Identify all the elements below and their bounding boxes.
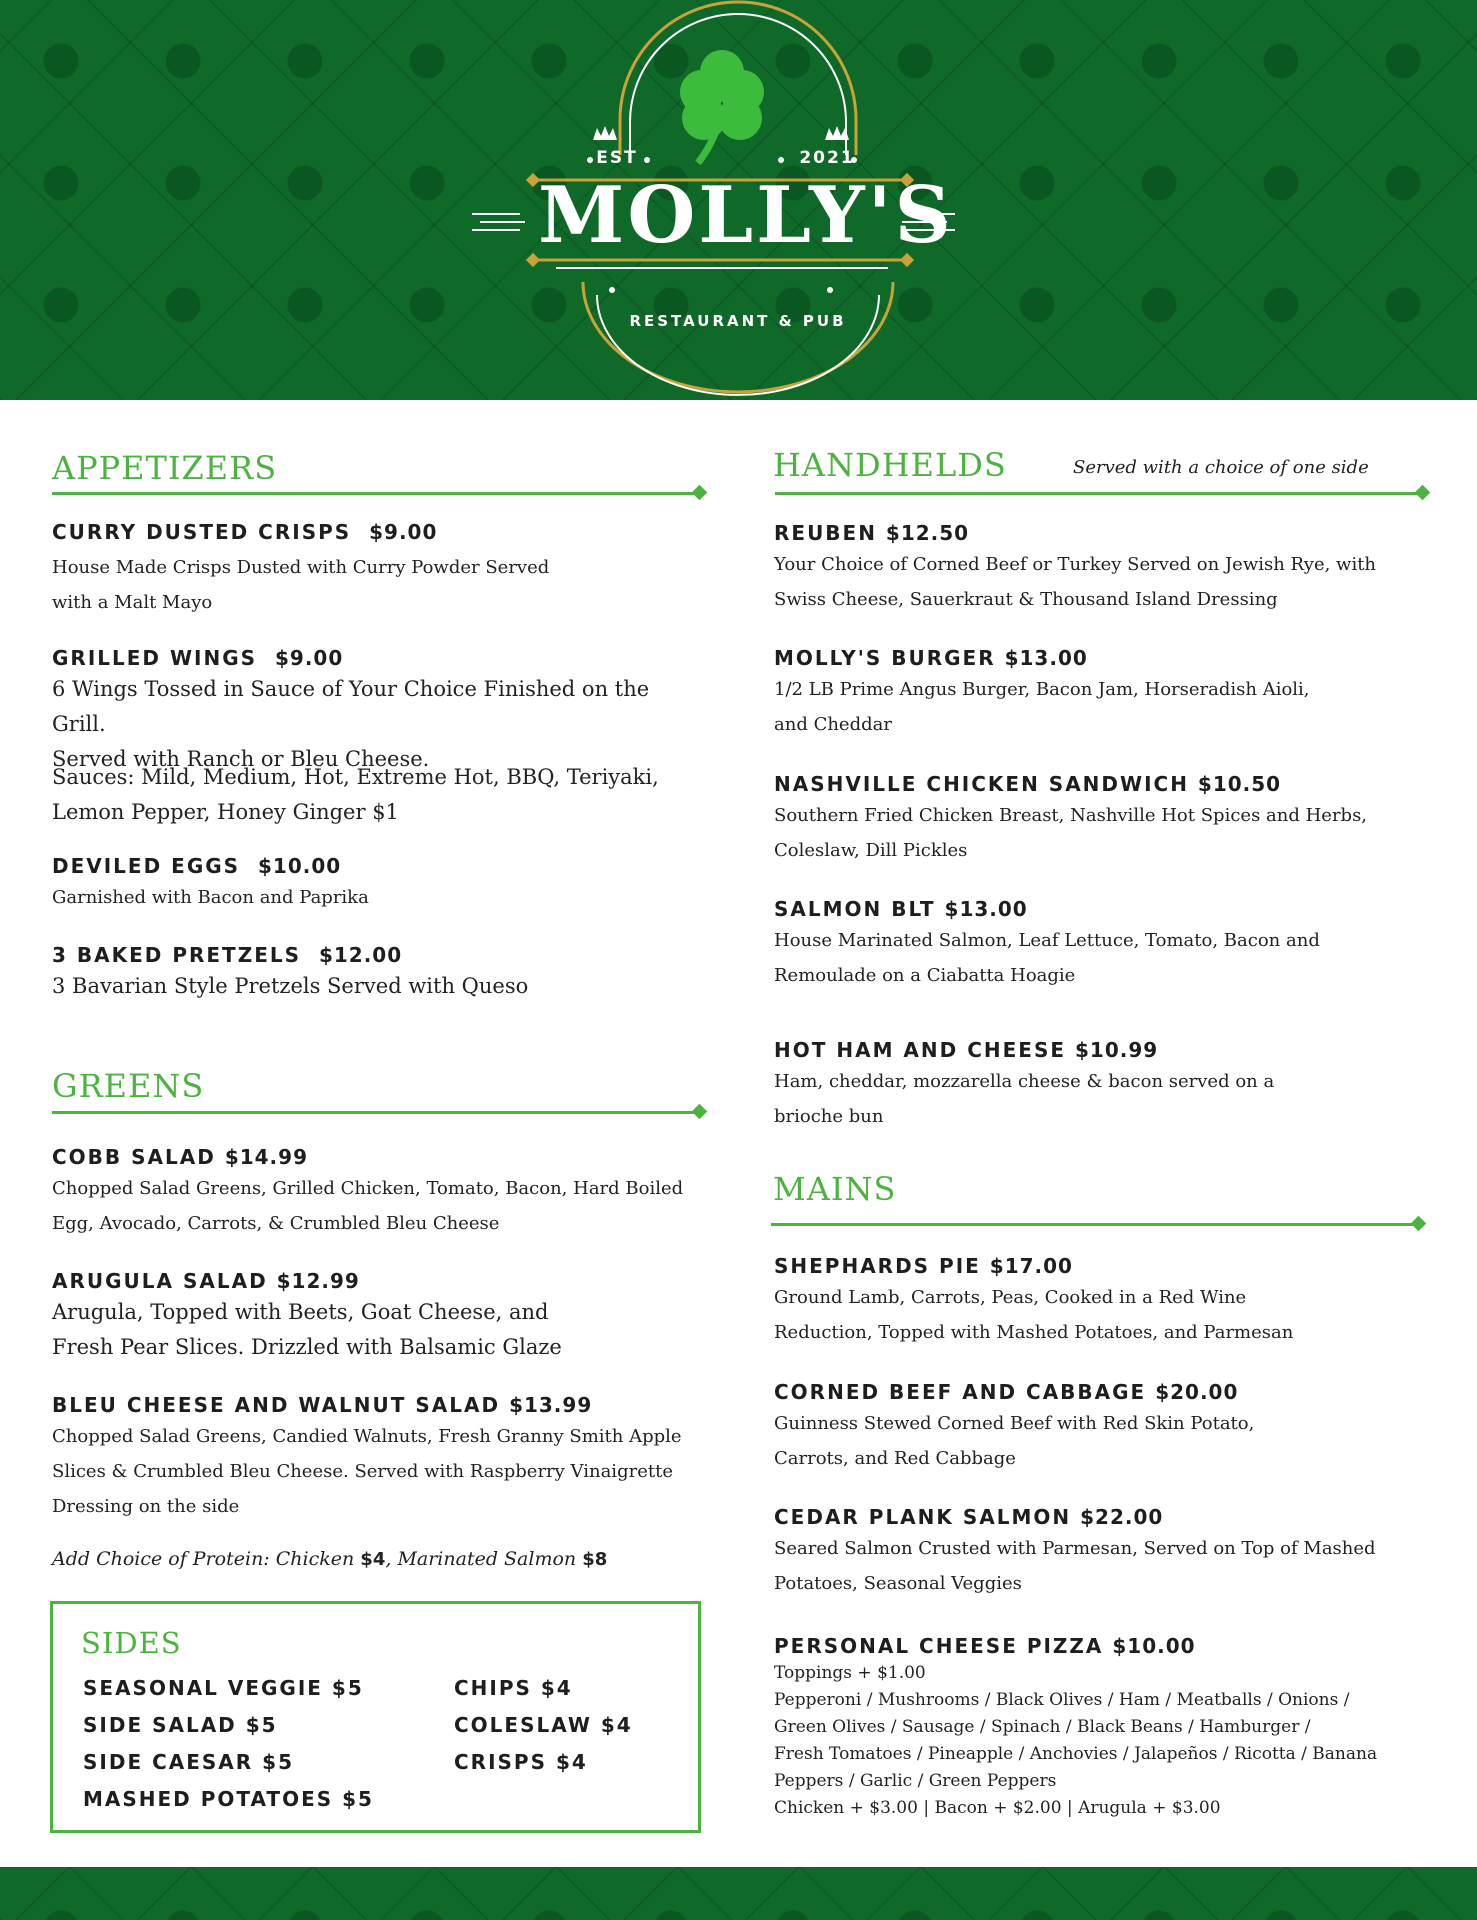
- side-item: CHIPS $4: [454, 1676, 573, 1700]
- item-title: CEDAR PLANK SALMON $22.00: [774, 1505, 1164, 1529]
- item-description: House Made Crisps Dusted with Curry Powder Served with a Malt Mayo: [52, 557, 550, 613]
- side-item: CRISPS $4: [454, 1750, 588, 1774]
- side-price: $4: [555, 1750, 588, 1774]
- item-title: DEVILED EGGS $10.00: [52, 854, 342, 878]
- item-description: Chopped Salad Greens, Grilled Chicken, Tomato, Bacon, Hard Boiled Egg, Avocado, Carrots, & Crumbled Bleu Cheese: [52, 1178, 684, 1234]
- brand-tagline: RESTAURANT & PUB: [629, 312, 847, 330]
- item-price: $9.00: [274, 646, 344, 670]
- handhelds-note: Served with a choice of one side: [1073, 457, 1369, 478]
- menu-item: [52, 518, 732, 620]
- brand-name: MOLLY'S: [538, 170, 954, 261]
- section-title-greens: greens: [52, 1054, 205, 1108]
- item-title: BLEU CHEESE AND WALNUT SALAD $13.99: [52, 1393, 593, 1417]
- item-title: CURRY DUSTED CRISPS $9.00: [52, 520, 438, 544]
- item-title: GRILLED WINGS $9.00: [52, 646, 344, 670]
- item-description: Ground Lamb, Carrots, Peas, Cooked in a Red Wine Reduction, Topped with Mashed Potatoes, and Parmesan: [774, 1287, 1294, 1343]
- item-price: $12.99: [276, 1269, 360, 1293]
- menu-item: [52, 1143, 732, 1241]
- item-title: NASHVILLE CHICKEN SANDWICH $10.50: [774, 772, 1282, 796]
- item-description: Garnished with Bacon and Paprika: [52, 887, 369, 908]
- item-price: $10.50: [1197, 772, 1282, 796]
- item-price: $12.50: [885, 521, 970, 545]
- menu-item: [52, 852, 732, 915]
- item-price: $10.00: [258, 854, 342, 878]
- footer-banner: [0, 1867, 1477, 1920]
- item-description: Arugula, Topped with Beets, Goat Cheese, and Fresh Pear Slices. Drizzled with Balsamic Glaze: [52, 1300, 562, 1359]
- item-description: Ham, cheddar, mozzarella cheese & bacon served on a brioche bun: [774, 1071, 1275, 1127]
- item-price: $17.00: [989, 1254, 1073, 1278]
- side-item: SIDE SALAD $5: [83, 1713, 278, 1737]
- menu-item: [774, 644, 1454, 742]
- shamrock-icon: [680, 50, 764, 163]
- menu-item: [774, 1252, 1454, 1350]
- item-title: ARUGULA SALAD $12.99: [52, 1269, 360, 1293]
- item-description: Toppings + $1.00 Pepperoni / Mushrooms / Black Olives / Ham / Meatballs / Onions / Green Olives / Sausage / Spinach / Black Beans / Hamburger / Fresh Tomatoes / Pineapple / Anchovies / Jalapeños / Ricotta / Banana Peppers / Garlic / Green Peppers Chicken + $3.00 | Bacon + $2.00 | Arugula + $3.00: [774, 1663, 1378, 1818]
- section-title-appetizers: appetizers: [52, 436, 278, 490]
- side-item: SIDE CAESAR $5: [83, 1750, 294, 1774]
- side-price: $5: [342, 1787, 374, 1811]
- side-item: SEASONAL VEGGIE $5: [83, 1676, 364, 1700]
- side-item: MASHED POTATOES $5: [83, 1787, 374, 1811]
- side-price: $4: [540, 1676, 573, 1700]
- section-divider: [771, 1223, 1418, 1226]
- item-price: $10.99: [1074, 1038, 1159, 1062]
- item-price: $20.00: [1155, 1380, 1239, 1404]
- menu-item: [774, 519, 1454, 617]
- item-title: PERSONAL CHEESE PIZZA $10.00: [774, 1634, 1196, 1658]
- side-price: $5: [245, 1713, 278, 1737]
- item-description: Your Choice of Corned Beef or Turkey Served on Jewish Rye, with Swiss Cheese, Sauerkraut & Thousand Island Dressing: [774, 554, 1377, 610]
- menu-item: [52, 941, 732, 1004]
- item-title: SHEPHARDS PIE $17.00: [774, 1254, 1073, 1278]
- item-description: Chopped Salad Greens, Candied Walnuts, Fresh Granny Smith Apple Slices & Crumbled Bleu Cheese. Served with Raspberry Vinaigrette Dressing on the side: [52, 1426, 682, 1517]
- sauce-options: Sauces: Mild, Medium, Hot, Extreme Hot, BBQ, Teriyaki, Lemon Pepper, Honey Ginger $1: [52, 765, 659, 824]
- menu-item: [774, 1503, 1454, 1601]
- side-price: $5: [262, 1750, 294, 1774]
- item-price: $22.00: [1080, 1505, 1164, 1529]
- protein-addon-note: Add Choice of Protein: Chicken $4, Marinated Salmon $8: [52, 1548, 608, 1570]
- item-description: House Marinated Salmon, Leaf Lettuce, Tomato, Bacon and Remoulade on a Ciabatta Hoagie: [774, 930, 1320, 986]
- menu-item: [52, 1391, 732, 1524]
- section-divider: [52, 1111, 699, 1114]
- item-description: Southern Fried Chicken Breast, Nashville Hot Spices and Herbs, Coleslaw, Dill Pickles: [774, 805, 1368, 861]
- section-title-handhelds: handhelds: [773, 433, 1007, 487]
- item-price: $9.00: [369, 520, 438, 544]
- menu-item: [774, 770, 1454, 868]
- item-title: CORNED BEEF AND CABBAGE $20.00: [774, 1380, 1239, 1404]
- item-title: SALMON BLT $13.00: [774, 897, 1028, 921]
- item-title: HOT HAM AND CHEESE $10.99: [774, 1038, 1159, 1062]
- item-description: 1/2 LB Prime Angus Burger, Bacon Jam, Horseradish Aioli, and Cheddar: [774, 679, 1310, 735]
- menu-item: [774, 1378, 1454, 1476]
- section-title-mains: mains: [773, 1157, 897, 1211]
- item-description: 3 Bavarian Style Pretzels Served with Queso: [52, 974, 529, 998]
- item-price: $13.00: [1004, 646, 1088, 670]
- section-title-sides: sides: [81, 1614, 182, 1663]
- item-title: REUBEN $12.50: [774, 521, 970, 545]
- restaurant-logo: [0, 0, 1477, 400]
- menu-item: [774, 895, 1454, 993]
- established-year: 2021: [799, 148, 855, 168]
- item-title: MOLLY'S BURGER $13.00: [774, 646, 1088, 670]
- sides-box: [50, 1601, 701, 1833]
- item-price: $12.00: [318, 943, 403, 967]
- item-price: $13.99: [509, 1393, 593, 1417]
- item-description: Seared Salmon Crusted with Parmesan, Served on Top of Mashed Potatoes, Seasonal Veggies: [774, 1538, 1376, 1594]
- menu-item: [52, 644, 732, 777]
- item-title: COBB SALAD $14.99: [52, 1145, 308, 1169]
- side-price: $4: [600, 1713, 633, 1737]
- established-label: EST: [596, 148, 638, 168]
- section-divider: [52, 492, 699, 495]
- item-price: $13.00: [944, 897, 1028, 921]
- side-item: COLESLAW $4: [454, 1713, 633, 1737]
- item-title: 3 BAKED PRETZELS $12.00: [52, 943, 403, 967]
- item-description: 6 Wings Tossed in Sauce of Your Choice Finished on the Grill. Served with Ranch or Bleu Cheese.: [52, 677, 650, 771]
- item-price: $14.99: [224, 1145, 308, 1169]
- item-description: Guinness Stewed Corned Beef with Red Skin Potato, Carrots, and Red Cabbage: [774, 1413, 1255, 1469]
- item-price: $10.00: [1112, 1634, 1196, 1658]
- menu-item: [774, 1632, 1454, 1822]
- menu-item: [52, 1267, 732, 1365]
- side-price: $5: [331, 1676, 364, 1700]
- section-divider: [775, 492, 1422, 495]
- menu-item: [774, 1036, 1454, 1134]
